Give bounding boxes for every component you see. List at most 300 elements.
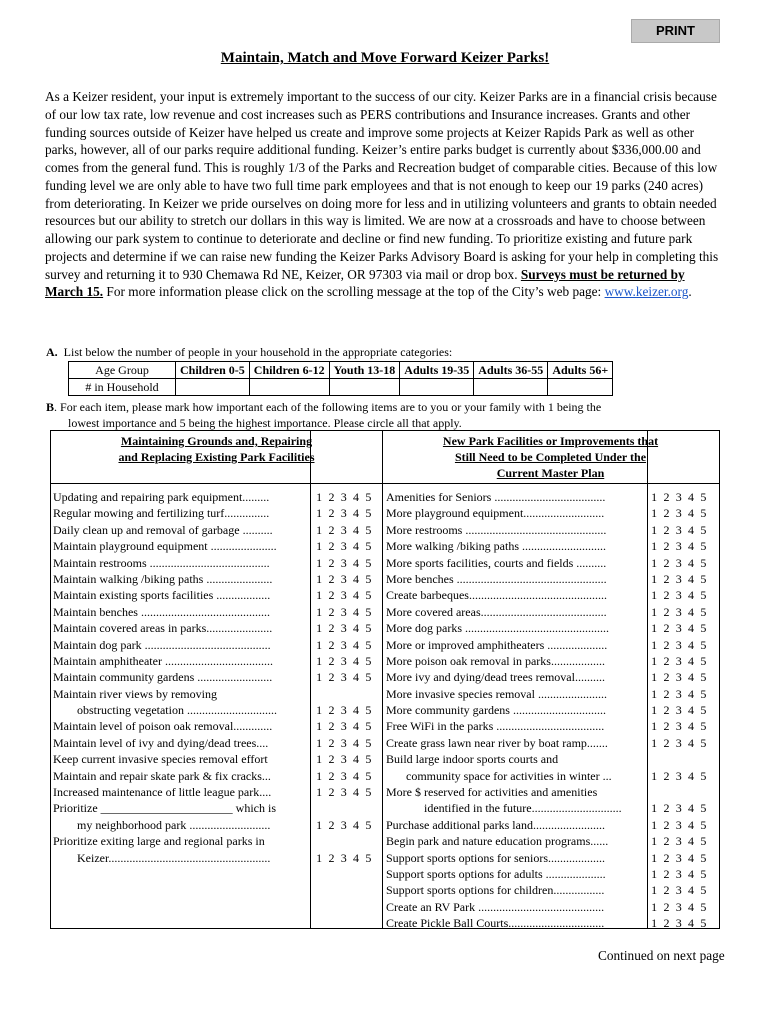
right-heading-line-3: Current Master Plan	[496, 466, 605, 480]
rating-option-2[interactable]: 2	[663, 653, 670, 668]
rating-option-5[interactable]: 5	[700, 621, 707, 636]
rating-option-5[interactable]: 5	[365, 670, 372, 685]
rating-option-3[interactable]: 3	[340, 768, 347, 783]
rating-option-3[interactable]: 3	[340, 506, 347, 521]
rating-option-4[interactable]: 4	[353, 653, 360, 668]
rating-option-4[interactable]: 4	[353, 703, 360, 718]
rating-option-1[interactable]: 1	[316, 539, 323, 554]
rating-option-2[interactable]: 2	[663, 621, 670, 636]
rating-option-1[interactable]: 1	[651, 801, 658, 816]
rating-option-2[interactable]: 2	[663, 506, 670, 521]
count-field-children-0-5[interactable]	[176, 379, 250, 396]
rating-option-3[interactable]: 3	[675, 670, 682, 685]
intro-text-1: As a Keizer resident, your input is extremely important to the success of our city. Keizer Parks are in a financial crisis because of our low tax rate, low revenue and cost increases such as PERS contributions and Insurance increases. Grants and other funding sources outside of Keizer have helped us create and improve some projects at Keizer Rapids Park as well as other parks, however, all of our parks require additional funding. Keizer’s entire parks budget is currently about $336,000.00 and comes from the general fund. This is roughly 1/3 of the Parks and Recreation budget of comparable cities. Because of this low funding level we are only able to have two full time park employees and that is not enough to keep our 19 parks (240 acres) from deteriorating. In Keizer we pride ourselves on doing more for less and in utilizing volunteers and grants to obtain needed resources but our ability to stretch our dollars in this way is limited. We are now at a crossroads and have to choose between allowing our park system to continue to deteriorate and decline or find new funding. To prioritize existing and future park projects and determine if we can raise new funding the Keizer Parks Advisory Board is asking for your help in completing this survey and returning it to 930 Chemawa Rd NE, Keizer, OR 97303 via mail or drop box.	[45, 89, 719, 282]
rating-option-1[interactable]: 1	[651, 637, 658, 652]
rating-option-4[interactable]: 4	[353, 490, 360, 504]
rating-option-2[interactable]: 2	[328, 522, 335, 537]
rating-option-5[interactable]: 5	[700, 686, 707, 701]
rating-option-3[interactable]: 3	[340, 850, 347, 865]
rating-option-2[interactable]: 2	[328, 703, 335, 718]
rating-option-2[interactable]: 2	[328, 850, 335, 865]
right-item-label: More community gardens ...............................	[386, 703, 606, 718]
right-item-row	[384, 899, 719, 915]
rating-option-2[interactable]: 2	[663, 883, 670, 898]
importance-rating-scale	[313, 522, 375, 538]
age-group-label: Age Group	[69, 362, 176, 379]
right-item-label: identified in the future..............................	[424, 801, 622, 816]
rating-option-5[interactable]: 5	[365, 768, 372, 783]
rating-option-4[interactable]: 4	[353, 785, 360, 800]
rating-option-3[interactable]: 3	[675, 555, 682, 570]
left-item-row	[51, 571, 382, 587]
rating-option-3[interactable]: 3	[340, 653, 347, 668]
rating-option-2[interactable]: 2	[663, 719, 670, 734]
rating-option-1[interactable]: 1	[651, 522, 658, 537]
rating-option-1[interactable]: 1	[316, 588, 323, 603]
rating-option-3[interactable]: 3	[675, 539, 682, 554]
rating-option-4[interactable]: 4	[688, 801, 695, 816]
rating-option-5[interactable]: 5	[700, 555, 707, 570]
rating-option-2[interactable]: 2	[663, 637, 670, 652]
rating-option-3[interactable]: 3	[675, 653, 682, 668]
rating-option-1[interactable]: 1	[651, 883, 658, 898]
rating-option-4[interactable]: 4	[688, 866, 695, 881]
importance-rating-scale	[313, 702, 375, 718]
rating-option-1[interactable]: 1	[316, 768, 323, 783]
print-button[interactable]: PRINT	[631, 19, 720, 43]
rating-option-3[interactable]: 3	[675, 506, 682, 521]
rating-option-4[interactable]: 4	[688, 768, 695, 783]
right-item-row	[384, 653, 719, 669]
rating-option-4[interactable]: 4	[688, 490, 695, 504]
rating-option-2[interactable]: 2	[663, 916, 670, 931]
group-children-6-12: Children 6-12	[249, 362, 329, 379]
rating-option-3[interactable]: 3	[675, 522, 682, 537]
rating-option-5[interactable]: 5	[700, 670, 707, 685]
right-item-row	[384, 538, 719, 554]
rating-option-4[interactable]: 4	[353, 752, 360, 767]
rating-option-1[interactable]: 1	[651, 735, 658, 750]
rating-option-4[interactable]: 4	[353, 817, 360, 832]
importance-rating-scale	[648, 882, 710, 898]
importance-rating-scale	[648, 522, 710, 538]
rating-option-2[interactable]: 2	[328, 571, 335, 586]
rating-option-5[interactable]: 5	[365, 604, 372, 619]
rating-option-4[interactable]: 4	[688, 571, 695, 586]
rating-option-1[interactable]: 1	[316, 752, 323, 767]
rating-option-3[interactable]: 3	[675, 719, 682, 734]
rating-option-5[interactable]: 5	[365, 817, 372, 832]
rating-option-4[interactable]: 4	[688, 686, 695, 701]
rating-option-1[interactable]: 1	[651, 621, 658, 636]
left-item-row	[51, 833, 382, 849]
rating-option-5[interactable]: 5	[365, 752, 372, 767]
rating-option-2[interactable]: 2	[663, 588, 670, 603]
rating-option-3[interactable]: 3	[675, 883, 682, 898]
rating-option-4[interactable]: 4	[353, 571, 360, 586]
rating-option-5[interactable]: 5	[365, 785, 372, 800]
rating-option-4[interactable]: 4	[688, 834, 695, 849]
rating-option-3[interactable]: 3	[675, 490, 682, 504]
left-item-row	[51, 587, 382, 603]
rating-option-3[interactable]: 3	[675, 686, 682, 701]
rating-option-2[interactable]: 2	[328, 768, 335, 783]
rating-option-5[interactable]: 5	[700, 899, 707, 914]
importance-rating-scale	[648, 669, 710, 685]
rating-option-1[interactable]: 1	[316, 637, 323, 652]
rating-option-5[interactable]: 5	[365, 539, 372, 554]
right-item-label: Create Pickle Ball Courts................................	[386, 916, 605, 931]
rating-option-5[interactable]: 5	[700, 834, 707, 849]
rating-option-3[interactable]: 3	[340, 785, 347, 800]
right-item-row	[384, 587, 719, 603]
rating-option-2[interactable]: 2	[663, 817, 670, 832]
rating-option-4[interactable]: 4	[688, 735, 695, 750]
section-a-text: List below the number of people in your household in the appropriate categories:	[63, 345, 453, 359]
rating-option-2[interactable]: 2	[328, 785, 335, 800]
right-item-row	[384, 489, 719, 505]
rating-option-1[interactable]: 1	[651, 653, 658, 668]
rating-option-4[interactable]: 4	[353, 768, 360, 783]
rating-option-4[interactable]: 4	[688, 653, 695, 668]
rating-option-1[interactable]: 1	[316, 719, 323, 734]
left-item-row	[51, 505, 382, 521]
rating-option-5[interactable]: 5	[700, 637, 707, 652]
website-link[interactable]: www.keizer.org	[604, 284, 689, 300]
rating-option-3[interactable]: 3	[340, 670, 347, 685]
importance-rating-scale	[648, 538, 710, 554]
rating-option-4[interactable]: 4	[688, 899, 695, 914]
rating-option-3[interactable]: 3	[340, 719, 347, 734]
rating-option-2[interactable]: 2	[663, 834, 670, 849]
rating-option-1[interactable]: 1	[316, 785, 323, 800]
rating-option-2[interactable]: 2	[663, 539, 670, 554]
right-item-label: Purchase additional parks land........................	[386, 817, 605, 832]
rating-option-3[interactable]: 3	[340, 588, 347, 603]
right-item-row	[384, 833, 719, 849]
rating-option-5[interactable]: 5	[365, 850, 372, 865]
rating-option-2[interactable]: 2	[663, 768, 670, 783]
rating-option-3[interactable]: 3	[675, 866, 682, 881]
rating-option-2[interactable]: 2	[663, 850, 670, 865]
rating-option-5[interactable]: 5	[700, 850, 707, 865]
rating-option-3[interactable]: 3	[340, 490, 347, 504]
rating-option-2[interactable]: 2	[328, 490, 335, 504]
right-item-row	[384, 768, 719, 784]
rating-option-4[interactable]: 4	[688, 719, 695, 734]
heading-divider	[51, 483, 719, 484]
rating-option-5[interactable]: 5	[700, 735, 707, 750]
rating-option-2[interactable]: 2	[663, 522, 670, 537]
rating-option-1[interactable]: 1	[651, 588, 658, 603]
rating-option-3[interactable]: 3	[675, 899, 682, 914]
rating-option-4[interactable]: 4	[353, 637, 360, 652]
rating-option-1[interactable]: 1	[651, 899, 658, 914]
rating-option-2[interactable]: 2	[328, 653, 335, 668]
rating-option-2[interactable]: 2	[663, 866, 670, 881]
rating-option-5[interactable]: 5	[700, 719, 707, 734]
rating-option-3[interactable]: 3	[340, 637, 347, 652]
count-field-adults-36-55[interactable]	[474, 379, 548, 396]
rating-option-1[interactable]: 1	[651, 850, 658, 865]
rating-option-4[interactable]: 4	[353, 506, 360, 521]
left-item-row	[51, 653, 382, 669]
rating-option-3[interactable]: 3	[675, 768, 682, 783]
rating-option-2[interactable]: 2	[663, 604, 670, 619]
rating-option-2[interactable]: 2	[328, 588, 335, 603]
rating-option-1[interactable]: 1	[651, 604, 658, 619]
rating-option-5[interactable]: 5	[365, 555, 372, 570]
rating-option-5[interactable]: 5	[700, 703, 707, 718]
importance-rating-scale	[648, 571, 710, 587]
rating-option-2[interactable]: 2	[328, 555, 335, 570]
rating-option-2[interactable]: 2	[328, 637, 335, 652]
rating-option-3[interactable]: 3	[675, 621, 682, 636]
rating-option-1[interactable]: 1	[651, 539, 658, 554]
rating-option-3[interactable]: 3	[340, 735, 347, 750]
right-item-row	[384, 686, 719, 702]
rating-option-4[interactable]: 4	[688, 817, 695, 832]
rating-option-4[interactable]: 4	[353, 555, 360, 570]
rating-option-2[interactable]: 2	[328, 752, 335, 767]
rating-option-4[interactable]: 4	[688, 604, 695, 619]
rating-option-3[interactable]: 3	[675, 916, 682, 931]
left-item-label: Maintain community gardens .........................	[53, 670, 273, 685]
count-field-adults-56-plus[interactable]	[548, 379, 613, 396]
rating-option-3[interactable]: 3	[675, 588, 682, 603]
rating-option-2[interactable]: 2	[663, 571, 670, 586]
rating-option-4[interactable]: 4	[688, 703, 695, 718]
importance-rating-scale	[648, 702, 710, 718]
left-item-label: my neighborhood park ...........................	[77, 817, 271, 832]
left-item-row	[51, 637, 382, 653]
household-count-label: # in Household	[69, 379, 176, 396]
left-item-label: Maintain existing sports facilities ..................	[53, 588, 271, 603]
rating-option-2[interactable]: 2	[328, 817, 335, 832]
rating-option-1[interactable]: 1	[651, 834, 658, 849]
count-field-adults-19-35[interactable]	[400, 379, 474, 396]
rating-option-1[interactable]: 1	[316, 670, 323, 685]
rating-option-1[interactable]: 1	[651, 555, 658, 570]
rating-option-5[interactable]: 5	[365, 522, 372, 537]
rating-option-1[interactable]: 1	[316, 555, 323, 570]
right-item-label: More sports facilities, courts and fields ..........	[386, 555, 607, 570]
rating-option-1[interactable]: 1	[651, 506, 658, 521]
rating-option-5[interactable]: 5	[365, 653, 372, 668]
rating-option-4[interactable]: 4	[688, 506, 695, 521]
rating-option-3[interactable]: 3	[340, 555, 347, 570]
rating-option-3[interactable]: 3	[340, 539, 347, 554]
rating-option-5[interactable]: 5	[365, 490, 372, 504]
rating-option-5[interactable]: 5	[700, 801, 707, 816]
rating-option-1[interactable]: 1	[316, 522, 323, 537]
rating-option-1[interactable]: 1	[651, 571, 658, 586]
rating-option-1[interactable]: 1	[316, 703, 323, 718]
rating-option-3[interactable]: 3	[675, 571, 682, 586]
rating-option-2[interactable]: 2	[328, 506, 335, 521]
rating-option-2[interactable]: 2	[663, 801, 670, 816]
rating-option-4[interactable]: 4	[688, 916, 695, 931]
rating-option-3[interactable]: 3	[675, 850, 682, 865]
right-item-label: Create barbeques..............................................	[386, 588, 607, 603]
rating-option-3[interactable]: 3	[675, 817, 682, 832]
rating-option-4[interactable]: 4	[353, 719, 360, 734]
rating-option-5[interactable]: 5	[700, 571, 707, 586]
rating-option-4[interactable]: 4	[353, 735, 360, 750]
rating-option-5[interactable]: 5	[700, 883, 707, 898]
rating-option-1[interactable]: 1	[651, 670, 658, 685]
rating-option-4[interactable]: 4	[353, 621, 360, 636]
right-item-row	[384, 702, 719, 718]
rating-option-3[interactable]: 3	[675, 637, 682, 652]
rating-option-2[interactable]: 2	[328, 670, 335, 685]
rating-option-2[interactable]: 2	[328, 539, 335, 554]
rating-option-2[interactable]: 2	[328, 621, 335, 636]
rating-option-2[interactable]: 2	[663, 490, 670, 504]
rating-option-1[interactable]: 1	[316, 604, 323, 619]
rating-option-1[interactable]: 1	[651, 703, 658, 718]
rating-option-5[interactable]: 5	[700, 817, 707, 832]
rating-option-4[interactable]: 4	[688, 883, 695, 898]
left-item-row	[51, 718, 382, 734]
rating-option-4[interactable]: 4	[353, 850, 360, 865]
importance-rating-scale	[648, 686, 710, 702]
rating-option-1[interactable]: 1	[316, 817, 323, 832]
rating-option-4[interactable]: 4	[353, 539, 360, 554]
rating-option-3[interactable]: 3	[340, 752, 347, 767]
importance-rating-scale	[313, 620, 375, 636]
rating-option-4[interactable]: 4	[688, 588, 695, 603]
left-item-row	[51, 784, 382, 800]
rating-option-2[interactable]: 2	[328, 604, 335, 619]
rating-option-1[interactable]: 1	[651, 686, 658, 701]
rating-option-4[interactable]: 4	[688, 522, 695, 537]
rating-option-2[interactable]: 2	[663, 555, 670, 570]
rating-option-4[interactable]: 4	[688, 539, 695, 554]
rating-option-1[interactable]: 1	[316, 735, 323, 750]
rating-option-3[interactable]: 3	[340, 604, 347, 619]
rating-option-5[interactable]: 5	[700, 506, 707, 521]
rating-option-5[interactable]: 5	[700, 768, 707, 783]
rating-option-3[interactable]: 3	[340, 817, 347, 832]
left-heading-line-2: and Replacing Existing Park Facilities	[118, 450, 315, 464]
rating-option-1[interactable]: 1	[651, 490, 658, 504]
rating-option-5[interactable]: 5	[700, 539, 707, 554]
rating-option-1[interactable]: 1	[651, 866, 658, 881]
rating-option-2[interactable]: 2	[328, 719, 335, 734]
rating-option-4[interactable]: 4	[688, 850, 695, 865]
left-item-label: Increased maintenance of little league park....	[53, 785, 272, 800]
count-field-youth-13-18[interactable]	[329, 379, 400, 396]
right-item-row	[384, 800, 719, 816]
rating-option-5[interactable]: 5	[365, 571, 372, 586]
right-item-row	[384, 571, 719, 587]
rating-option-2[interactable]: 2	[663, 686, 670, 701]
left-item-row	[51, 817, 382, 833]
importance-rating-scale	[313, 850, 375, 866]
section-b-line-1	[46, 399, 726, 415]
household-count-row	[69, 379, 613, 396]
rating-option-4[interactable]: 4	[353, 588, 360, 603]
rating-option-4[interactable]: 4	[353, 670, 360, 685]
right-item-label: More poison oak removal in parks..................	[386, 653, 605, 668]
left-item-label: Prioritize exiting large and regional parks in	[53, 834, 265, 849]
right-heading-line-2: Still Need to be Completed Under the	[454, 450, 647, 464]
rating-option-4[interactable]: 4	[688, 555, 695, 570]
rating-option-2[interactable]: 2	[663, 735, 670, 750]
importance-rating-scale	[648, 653, 710, 669]
rating-option-5[interactable]: 5	[365, 735, 372, 750]
left-heading-line-1: Maintaining Grounds and, Repairing	[120, 434, 313, 448]
rating-option-3[interactable]: 3	[675, 834, 682, 849]
rating-option-2[interactable]: 2	[328, 735, 335, 750]
rating-option-5[interactable]: 5	[700, 522, 707, 537]
rating-option-5[interactable]: 5	[365, 621, 372, 636]
rating-option-4[interactable]: 4	[353, 522, 360, 537]
rating-option-2[interactable]: 2	[663, 899, 670, 914]
rating-option-3[interactable]: 3	[675, 703, 682, 718]
rating-option-1[interactable]: 1	[316, 850, 323, 865]
rating-option-5[interactable]: 5	[700, 490, 707, 504]
survey-table	[50, 430, 720, 929]
count-field-children-6-12[interactable]	[249, 379, 329, 396]
rating-option-5[interactable]: 5	[365, 588, 372, 603]
intro-text-2: For more information please click on the scrolling message at the top of the City’s web page:	[103, 284, 605, 300]
importance-rating-scale	[313, 571, 375, 587]
rating-option-5[interactable]: 5	[365, 719, 372, 734]
right-item-row	[384, 882, 719, 898]
rating-option-3[interactable]: 3	[675, 735, 682, 750]
rating-option-3[interactable]: 3	[340, 703, 347, 718]
rating-option-5[interactable]: 5	[365, 703, 372, 718]
rating-option-1[interactable]: 1	[651, 768, 658, 783]
rating-option-2[interactable]: 2	[663, 670, 670, 685]
section-b-text-1: . For each item, please mark how important each of the following items are to you or your family with 1 being the	[54, 400, 602, 414]
rating-option-1[interactable]: 1	[651, 916, 658, 931]
rating-option-4[interactable]: 4	[688, 670, 695, 685]
rating-option-5[interactable]: 5	[365, 506, 372, 521]
left-item-row	[51, 620, 382, 636]
left-item-label: Maintain dog park ..........................................	[53, 637, 271, 652]
rating-option-3[interactable]: 3	[340, 522, 347, 537]
rating-option-4[interactable]: 4	[353, 604, 360, 619]
rating-option-5[interactable]: 5	[700, 588, 707, 603]
rating-option-3[interactable]: 3	[340, 571, 347, 586]
rating-option-4[interactable]: 4	[688, 637, 695, 652]
rating-option-1[interactable]: 1	[316, 653, 323, 668]
rating-option-1[interactable]: 1	[316, 506, 323, 521]
importance-rating-scale	[313, 751, 375, 767]
rating-option-1[interactable]: 1	[316, 621, 323, 636]
rating-option-2[interactable]: 2	[663, 703, 670, 718]
rating-option-5[interactable]: 5	[365, 637, 372, 652]
rating-option-3[interactable]: 3	[675, 604, 682, 619]
rating-option-5[interactable]: 5	[700, 866, 707, 881]
rating-option-1[interactable]: 1	[316, 490, 323, 504]
rating-option-5[interactable]: 5	[700, 916, 707, 931]
rating-option-5[interactable]: 5	[700, 653, 707, 668]
right-item-label: More invasive species removal .......................	[386, 686, 607, 701]
rating-option-1[interactable]: 1	[651, 719, 658, 734]
rating-option-4[interactable]: 4	[688, 621, 695, 636]
rating-option-3[interactable]: 3	[675, 801, 682, 816]
rating-option-3[interactable]: 3	[340, 621, 347, 636]
rating-option-1[interactable]: 1	[651, 817, 658, 832]
left-item-row	[51, 850, 382, 866]
rating-option-5[interactable]: 5	[700, 604, 707, 619]
importance-rating-scale	[648, 505, 710, 521]
rating-option-1[interactable]: 1	[316, 571, 323, 586]
